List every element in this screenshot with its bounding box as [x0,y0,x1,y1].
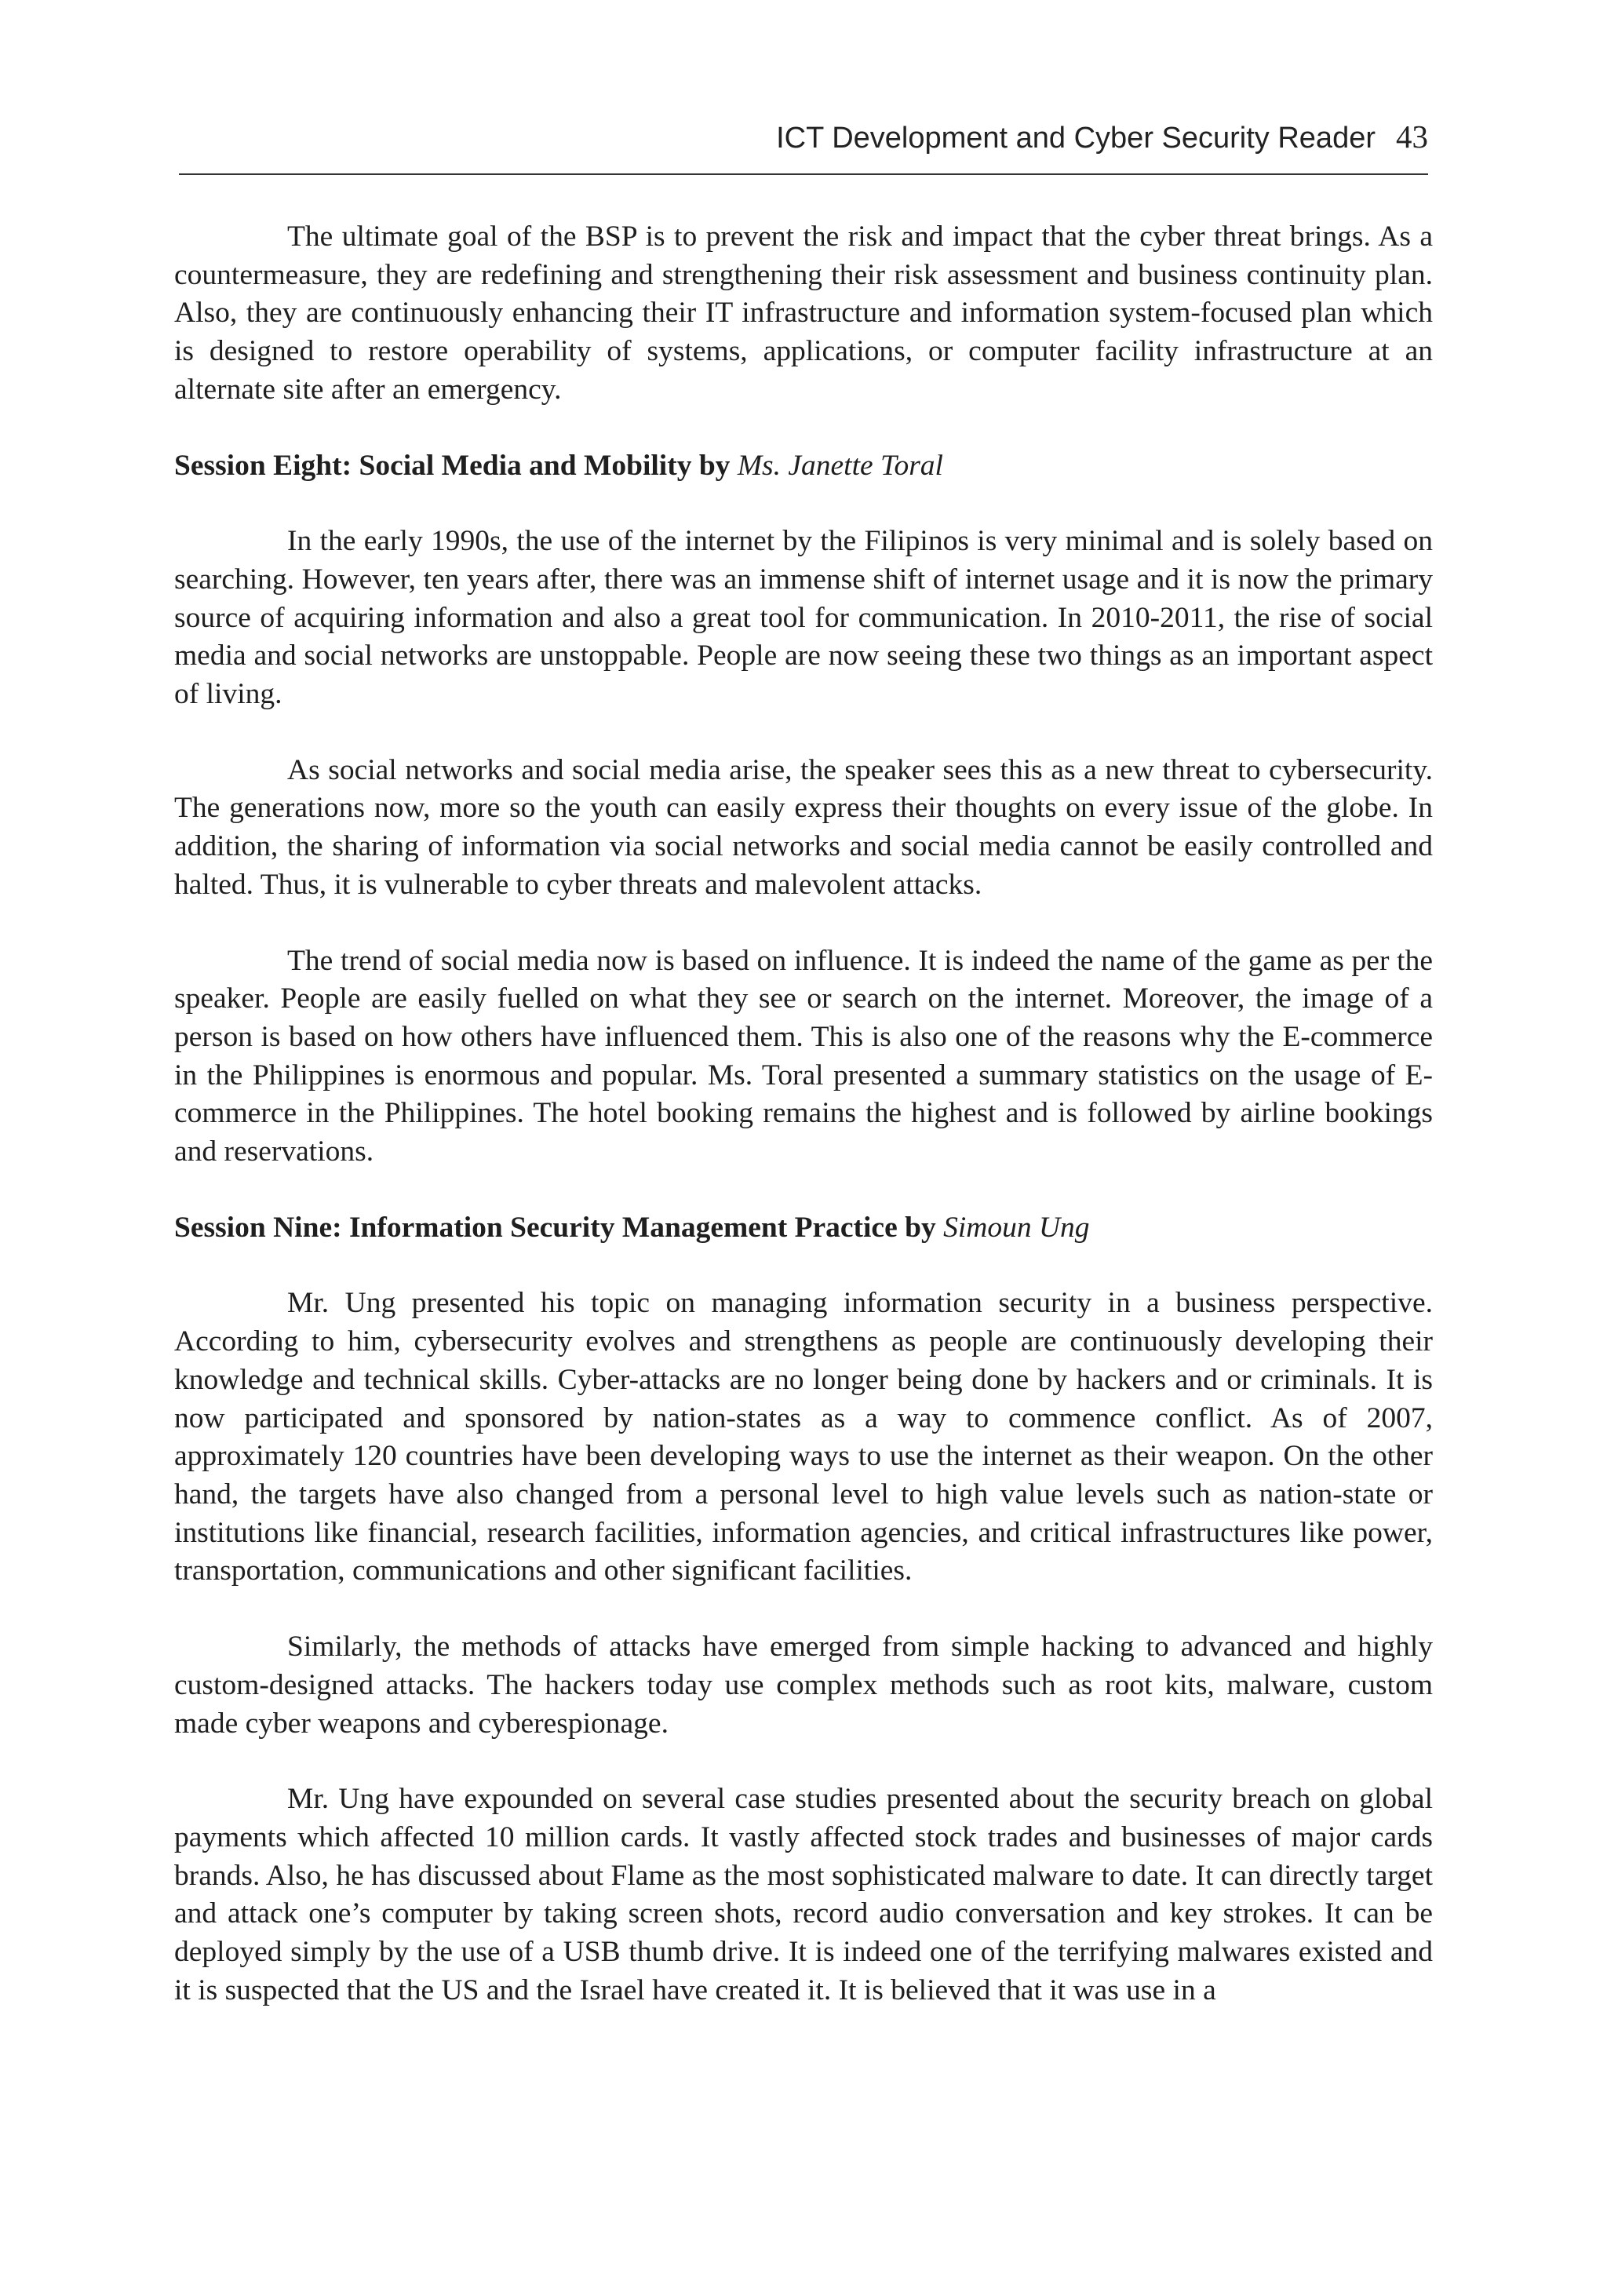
paragraph-social-threat: As social networks and social media arise, the speaker sees this as a new threat to cybersecurity. The generations now, more so the youth can easily express their thoughts on every issue of the globe. In addition, the sharing of information via social networks and social media cannot be easily controlled and halted. Thus, it is vulnerable to cyber threats and malevolent attacks. [174,753,1433,901]
paragraph-bsp-goal: The ultimate goal of the BSP is to prevent the risk and impact that the cyber threat brings. As a countermeasure, they are redefining and strengthening their risk assessment and business continuity plan. Also, they are continuously enhancing their IT infrastructure and information system-focused plan which is designed to restore operability of systems, applications, or computer facility infrastructure at an alternate site after an emergency. [174,220,1433,406]
session-eight-title: Session Eight: Social Media and Mobility by [174,449,731,482]
session-eight-heading [174,447,1433,486]
running-header [179,115,1428,159]
paragraph-case-studies: Mr. Ung have expounded on several case studies presented about the security breach on global payments which affected 10 million cards. It vastly affected stock trades and businesses of major cards brands. Also, he has discussed about Flame as the most sophisticated malware to date. It can directly target and attack one’s computer by taking screen shots, record audio conversation and key strokes. It can be deployed simply by the use of a USB thumb drive. It is indeed one of the terrifying malwares existed and it is suspected that the US and the Israel have created it. It is believed that it was use in a [174,1783,1433,2006]
paragraph-internet-history: In the early 1990s, the use of the internet by the Filipinos is very minimal and is solely based on searching. However, ten years after, there was an immense shift of internet usage and it is now the primary source of acquiring information and also a great tool for communication. In 2010-2011, the rise of social media and social networks are unstoppable. People are now seeing these two things as an important aspect of living. [174,525,1433,711]
paragraph-influence-trend: The trend of social media now is based on influence. It is indeed the name of the game as per the speaker. People are easily fuelled on what they see or search on the internet. Moreover, the image of a person is based on how others have influenced them. This is also one of the reasons why the E-commerce in the Philippines is enormous and popular. Ms. Toral presented a summary statistics on the usage of E-commerce in the Philippines. The hotel booking remains the highest and is followed by airline bookings and reservations. [174,944,1433,1168]
session-eight-speaker: Ms. Janette Toral [737,449,943,482]
page-number: 43 [1396,118,1428,155]
publication-title: ICT Development and Cyber Security Reader [776,122,1376,155]
page-body [174,218,1433,2010]
header-rule [179,173,1428,175]
session-nine-title: Session Nine: Information Security Management Practice by [174,1211,936,1244]
paragraph-attack-methods: Similarly, the methods of attacks have emerged from simple hacking to advanced and highly custom-designed attacks. The hackers today use complex methods such as root kits, malware, custom made cyber weapons and cyberespionage. [174,1631,1433,1740]
session-nine-heading [174,1209,1433,1248]
paragraph-security-management: Mr. Ung presented his topic on managing information security in a business perspective. According to him, cybersecurity evolves and strengthens as people are continuously developing their knowledge and technical skills. Cyber-attacks are no longer being done by hackers and or criminals. It is now participated and sponsored by nation-states as a way to commence conflict. As of 2007, approximately 120 countries have been developing ways to use the internet as their weapon. On the other hand, the targets have also changed from a personal level to high value levels such as nation-state or institutions like financial, research facilities, information agencies, and critical infrastructures like power, transportation, communications and other significant facilities. [174,1287,1433,1587]
session-nine-speaker: Simoun Ung [943,1211,1090,1244]
